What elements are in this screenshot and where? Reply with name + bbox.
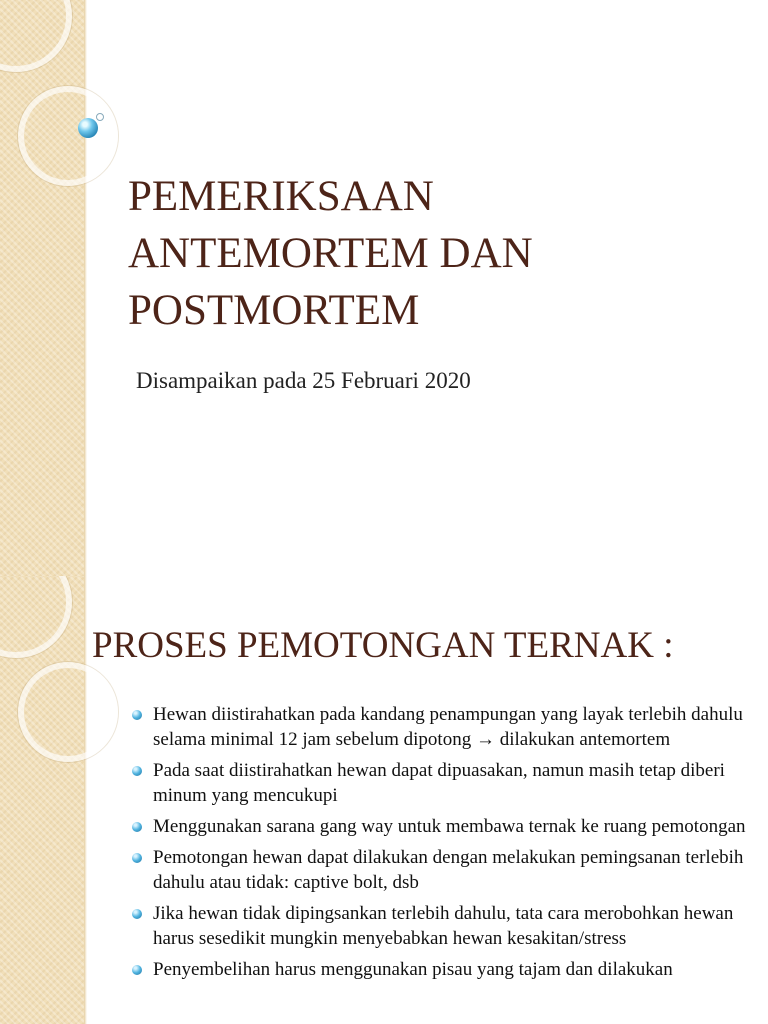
bullet-dot-icon (132, 965, 142, 975)
band-edge (84, 0, 87, 576)
bullet-item (132, 957, 752, 982)
bullet-item (132, 702, 752, 752)
content-slide (0, 576, 768, 1024)
bullet-text: Jika hewan tidak dipingsankan terlebih dahulu, tata cara merobohkan hewan harus sesedikit mungkin menyebabkan hewan kesakitan/stress (153, 903, 734, 949)
title-line: POSTMORTEM (128, 287, 420, 334)
bullet-item (132, 758, 752, 808)
bullet-dot-icon (132, 766, 142, 776)
bullet-text: Hewan diistirahatkan pada kandang penampungan yang layak terlebih dahulu selama minimal 12 jam sebelum dipotong → dilakukan antemortem (153, 704, 743, 750)
page-title (128, 168, 728, 339)
bullet-text: Pemotongan hewan dapat dilakukan dengan melakukan pemingsanan terlebih dahulu atau tidak: captive bolt, dsb (153, 847, 744, 893)
slide-heading: PROSES PEMOTONGAN TERNAK : (92, 625, 674, 666)
bullet-dot-icon (132, 710, 142, 720)
bullet-text: Penyembelihan harus menggunakan pisau yang tajam dan dilakukan (153, 959, 673, 980)
band-edge (84, 576, 87, 1024)
subtitle: Disampaikan pada 25 Februari 2020 (136, 368, 471, 393)
bullet-list (132, 702, 752, 988)
bullet-dot-icon (132, 853, 142, 863)
bullet-item (132, 814, 752, 839)
decorative-ring (18, 662, 118, 762)
bullet-text: Pada saat diistirahatkan hewan dapat dipuasakan, namun masih tetap diberi minum yang mencukupi (153, 760, 725, 806)
decorative-ring (18, 86, 118, 186)
title-line: ANTEMORTEM DAN (128, 230, 533, 277)
bullet-item (132, 901, 752, 951)
title-line: PEMERIKSAAN (128, 173, 434, 220)
blue-sphere-icon (78, 118, 98, 138)
bullet-item (132, 845, 752, 895)
bullet-dot-icon (132, 822, 142, 832)
small-ring-icon (96, 113, 104, 121)
bullet-dot-icon (132, 909, 142, 919)
bullet-text: Menggunakan sarana gang way untuk membawa ternak ke ruang pemotongan (153, 816, 746, 837)
